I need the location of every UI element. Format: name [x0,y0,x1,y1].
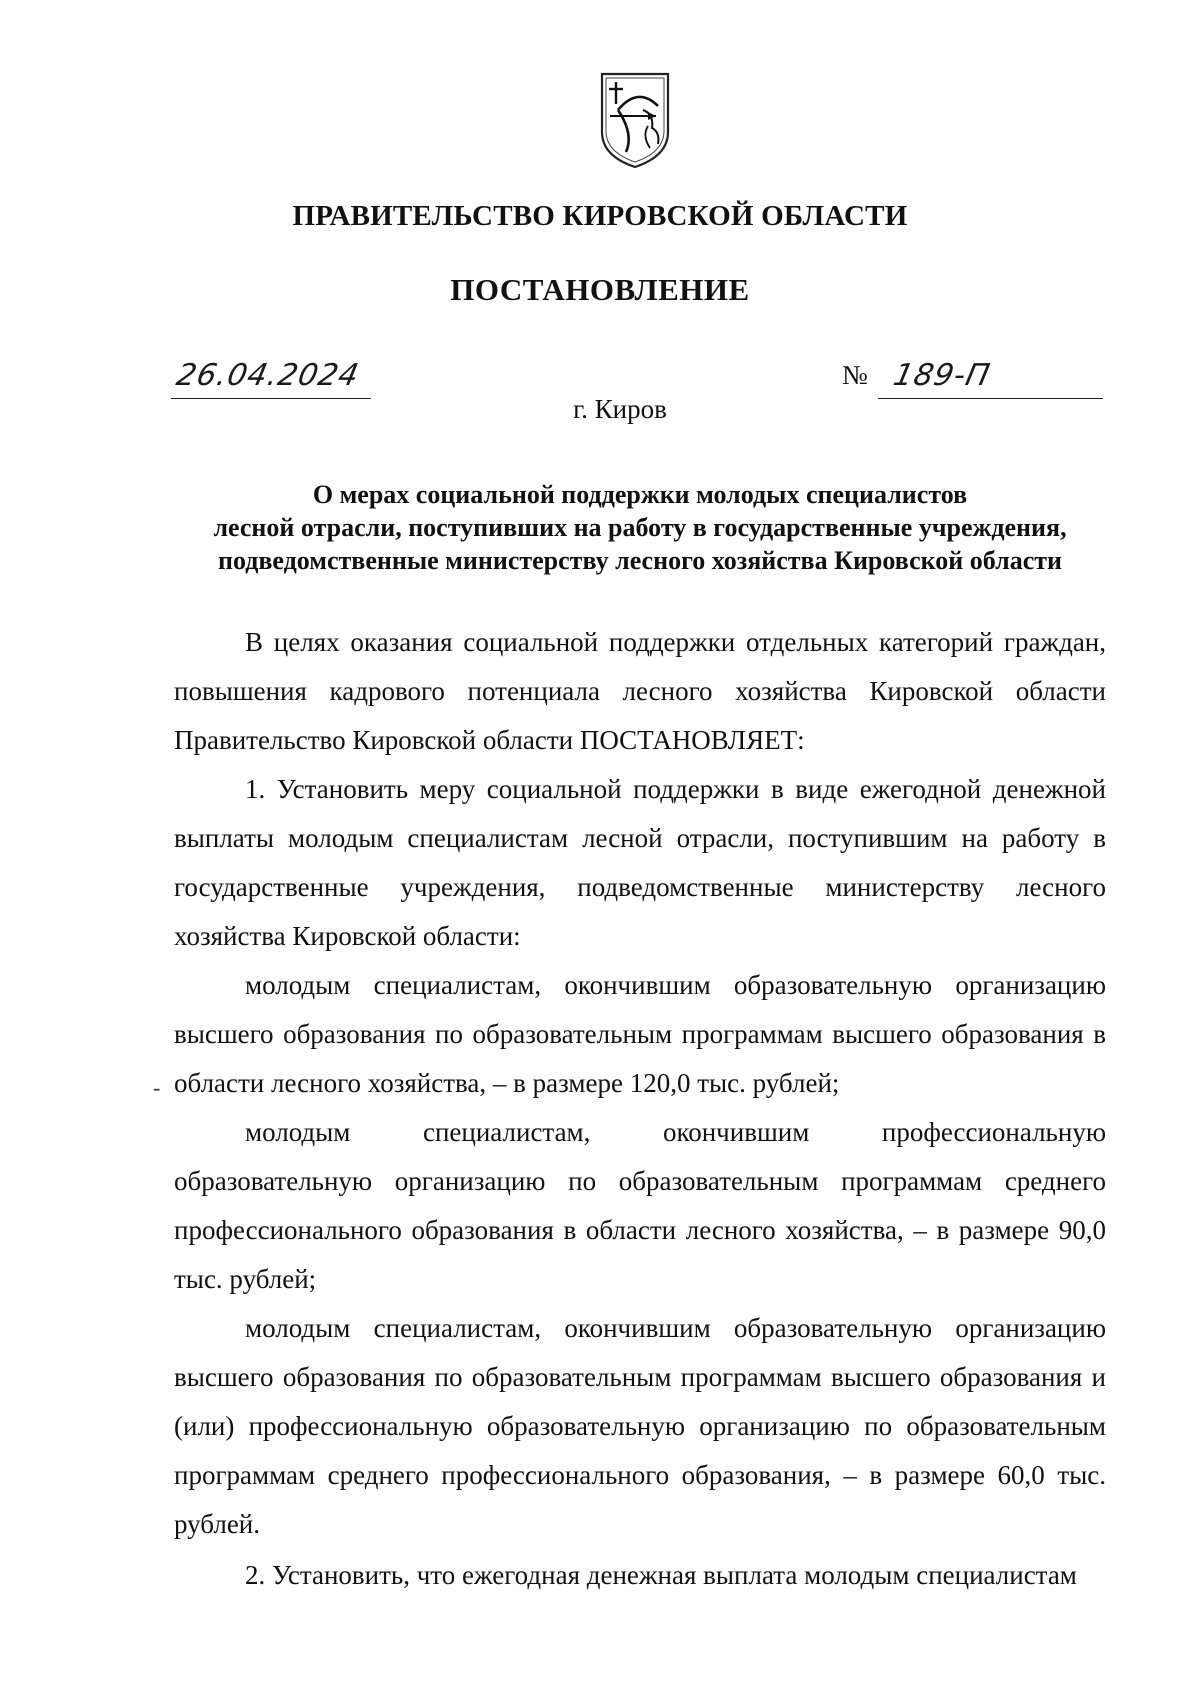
item-1c-paragraph: молодым специалистам, окончившим образовательную организацию высшего образования по образовательным программам высшего образования и (или) профессиональную образовательную организацию по образовательным программам среднего профессионального образования, – в размере 60,0 тыс. рублей. [174,1313,1106,1539]
date-field [171,356,371,399]
handwritten-number: 189-П [890,358,994,393]
item-1-paragraph: 1. Установить меру социальной поддержки в виде ежегодной денежной выплаты молодым специалистам лесной отрасли, поступившим на работу в государственные учреждения, подведомственные министерству лесного хозяйства Кировской области: [174,774,1106,951]
number-label: № [842,360,868,390]
government-title: ПРАВИТЕЛЬСТВО КИРОВСКОЙ ОБЛАСТИ [292,200,908,232]
number-field [878,356,1103,399]
item-1a-paragraph: молодым специалистам, окончившим образовательную организацию высшего образования по образовательным программам высшего образования в области лесного хозяйства, – в размере 120,0 тыс. рублей; [174,970,1106,1098]
item-1b-paragraph: молодым специалистам, окончившим профессиональную образовательную организацию по образовательным программам среднего профессионального образования в области лесного хозяйства, – в размере 90,0 тыс. рублей; [174,1117,1106,1294]
preamble-paragraph: В целях оказания социальной поддержки отдельных категорий граждан, повышения кадрового потенциала лесного хозяйства Кировской области Правительство Кировской области ПОСТАНОВЛЯЕТ: [174,627,1106,755]
handwritten-date: 26.04.2024 [173,358,363,393]
document-subject [160,478,1120,577]
subject-line: подведомственные министерству лесного хозяйства Кировской области [218,546,1062,575]
city-label: г. Киров [573,394,667,424]
document-type-title: ПОСТАНОВЛЕНИЕ [450,272,750,307]
margin-mark: - [153,1075,161,1100]
document-body [174,618,1106,1600]
item-2-paragraph: 2. Установить, что ежегодная денежная выплата молодым специалистам [245,1560,1077,1590]
kirov-coat-of-arms-icon [598,70,672,170]
subject-line: О мерах социальной поддержки молодых специалистов [312,480,968,509]
subject-line: лесной отрасли, поступивших на работу в государственные учреждения, [213,513,1067,542]
